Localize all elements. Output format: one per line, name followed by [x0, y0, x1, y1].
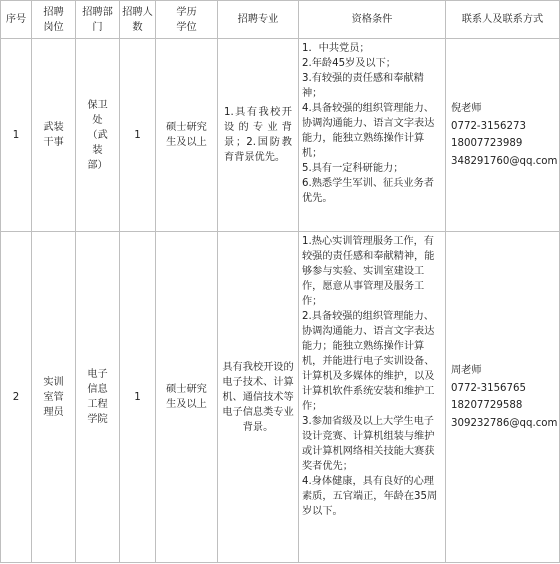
- row-dept: [76, 39, 120, 232]
- header-count: [120, 1, 156, 39]
- header-edu: [156, 1, 218, 39]
- header-index: 序号: [1, 1, 32, 39]
- row-post: [32, 39, 76, 232]
- row-dept-line: （武: [87, 129, 108, 141]
- header-requirements: 资格条件: [299, 1, 446, 39]
- row-dept-line: 保卫: [87, 99, 108, 111]
- header-edu-line: 学历: [176, 6, 197, 18]
- row-post-line: 武装: [43, 122, 64, 133]
- requirement-item: 6.熟悉学生军训、征兵业务者优先。: [302, 178, 434, 204]
- row-edu-line: 生及以上: [166, 137, 207, 148]
- header-count-line: 数: [132, 21, 143, 33]
- row-edu-line: 生及以上: [166, 399, 207, 410]
- row-index: 1: [1, 39, 32, 232]
- row-count: 1: [120, 39, 156, 232]
- contact-name: 周老师: [451, 365, 482, 376]
- requirement-item: 3.有较强的责任感和奉献精神；: [302, 73, 424, 99]
- requirement-item: 2.年龄45岁及以下；: [302, 58, 396, 69]
- header-post: [32, 1, 76, 39]
- header-major: 招聘专业: [218, 1, 299, 39]
- contact-phone: 0772-3156273: [451, 120, 526, 132]
- row-edu-line: 硕士研究: [166, 384, 207, 395]
- row-contact: [446, 39, 560, 232]
- row-contact: [446, 232, 560, 563]
- row-dept: [76, 232, 120, 563]
- row-dept-line: 电子: [87, 369, 108, 380]
- requirement-item: 3.参加省级及以上大学生电子设计竞赛、计算机组装与维护或计算机网络相关技能大赛获奖者优先；: [302, 416, 435, 472]
- row-edu: [156, 39, 218, 232]
- header-post-line: 岗位: [43, 21, 64, 33]
- table-row: [1, 232, 560, 563]
- header-contact: 联系人及联系方式: [446, 1, 560, 39]
- requirement-item: 1.热心实训管理服务工作，有较强的责任感和奉献精神，能够参与实验、实训室建设工作，愿意从事管理及服务工作；: [302, 236, 435, 307]
- requirement-item: 1．中共党员；: [302, 43, 370, 54]
- contact-email: 309232786@qq.com: [451, 417, 558, 429]
- header-row: [1, 1, 560, 39]
- requirement-item: 5.具有一定科研能力；: [302, 163, 404, 174]
- row-major: 1.具有我校开设的专业背景；2.国防教育背景优先。: [218, 39, 299, 232]
- contact-email: 348291760@qq.com: [451, 155, 558, 167]
- header-edu-line: 学位: [176, 21, 197, 33]
- row-requirements: [299, 39, 446, 232]
- row-index: 2: [1, 232, 32, 563]
- row-major: 具有我校开设的电子技术、计算机、通信技术等电子信息类专业背景。: [218, 232, 299, 563]
- header-dept: [76, 1, 120, 39]
- row-edu-line: 硕士研究: [166, 122, 207, 133]
- contact-mobile: 18007723989: [451, 138, 523, 149]
- row-dept-line: 装: [92, 144, 103, 156]
- row-post-line: 实训: [43, 376, 64, 388]
- header-post-line: 招聘: [43, 6, 64, 18]
- row-count: 1: [120, 232, 156, 563]
- header-count-line: 招聘人: [122, 6, 153, 18]
- contact-mobile: 18207729588: [451, 400, 523, 411]
- table-row: [1, 39, 560, 232]
- row-post: [32, 232, 76, 563]
- row-post-line: 室管: [43, 391, 64, 403]
- row-dept-line: 部）: [87, 159, 108, 171]
- header-dept-line: 门: [92, 21, 103, 33]
- contact-name: 倪老师: [451, 103, 482, 114]
- row-post-line: 干事: [43, 137, 64, 148]
- row-dept-line: 学院: [87, 414, 108, 425]
- requirement-item: 4.具备较强的组织管理能力、协调沟通能力、语言文字表达能力，能独立熟练操作计算机；: [302, 103, 435, 159]
- requirement-item: 4.身体健康，具有良好的心理素质，五官端正，年龄在35周岁以下。: [302, 476, 438, 517]
- row-requirements: [299, 232, 446, 563]
- requirement-item: 2.具备较强的组织管理能力、协调沟通能力、语言文字表达能力；能独立熟练操作计算机，并能进行电子实训设备、计算机及多媒体的维护，以及计算机软件系统安装和维护工作；: [302, 311, 435, 412]
- row-dept-line: 处: [92, 114, 103, 126]
- contact-phone: 0772-3156765: [451, 382, 526, 394]
- row-dept-line: 信息: [87, 384, 108, 395]
- row-post-line: 理员: [43, 406, 64, 418]
- row-edu: [156, 232, 218, 563]
- row-dept-line: 工程: [87, 399, 108, 410]
- header-dept-line: 招聘部: [82, 6, 113, 18]
